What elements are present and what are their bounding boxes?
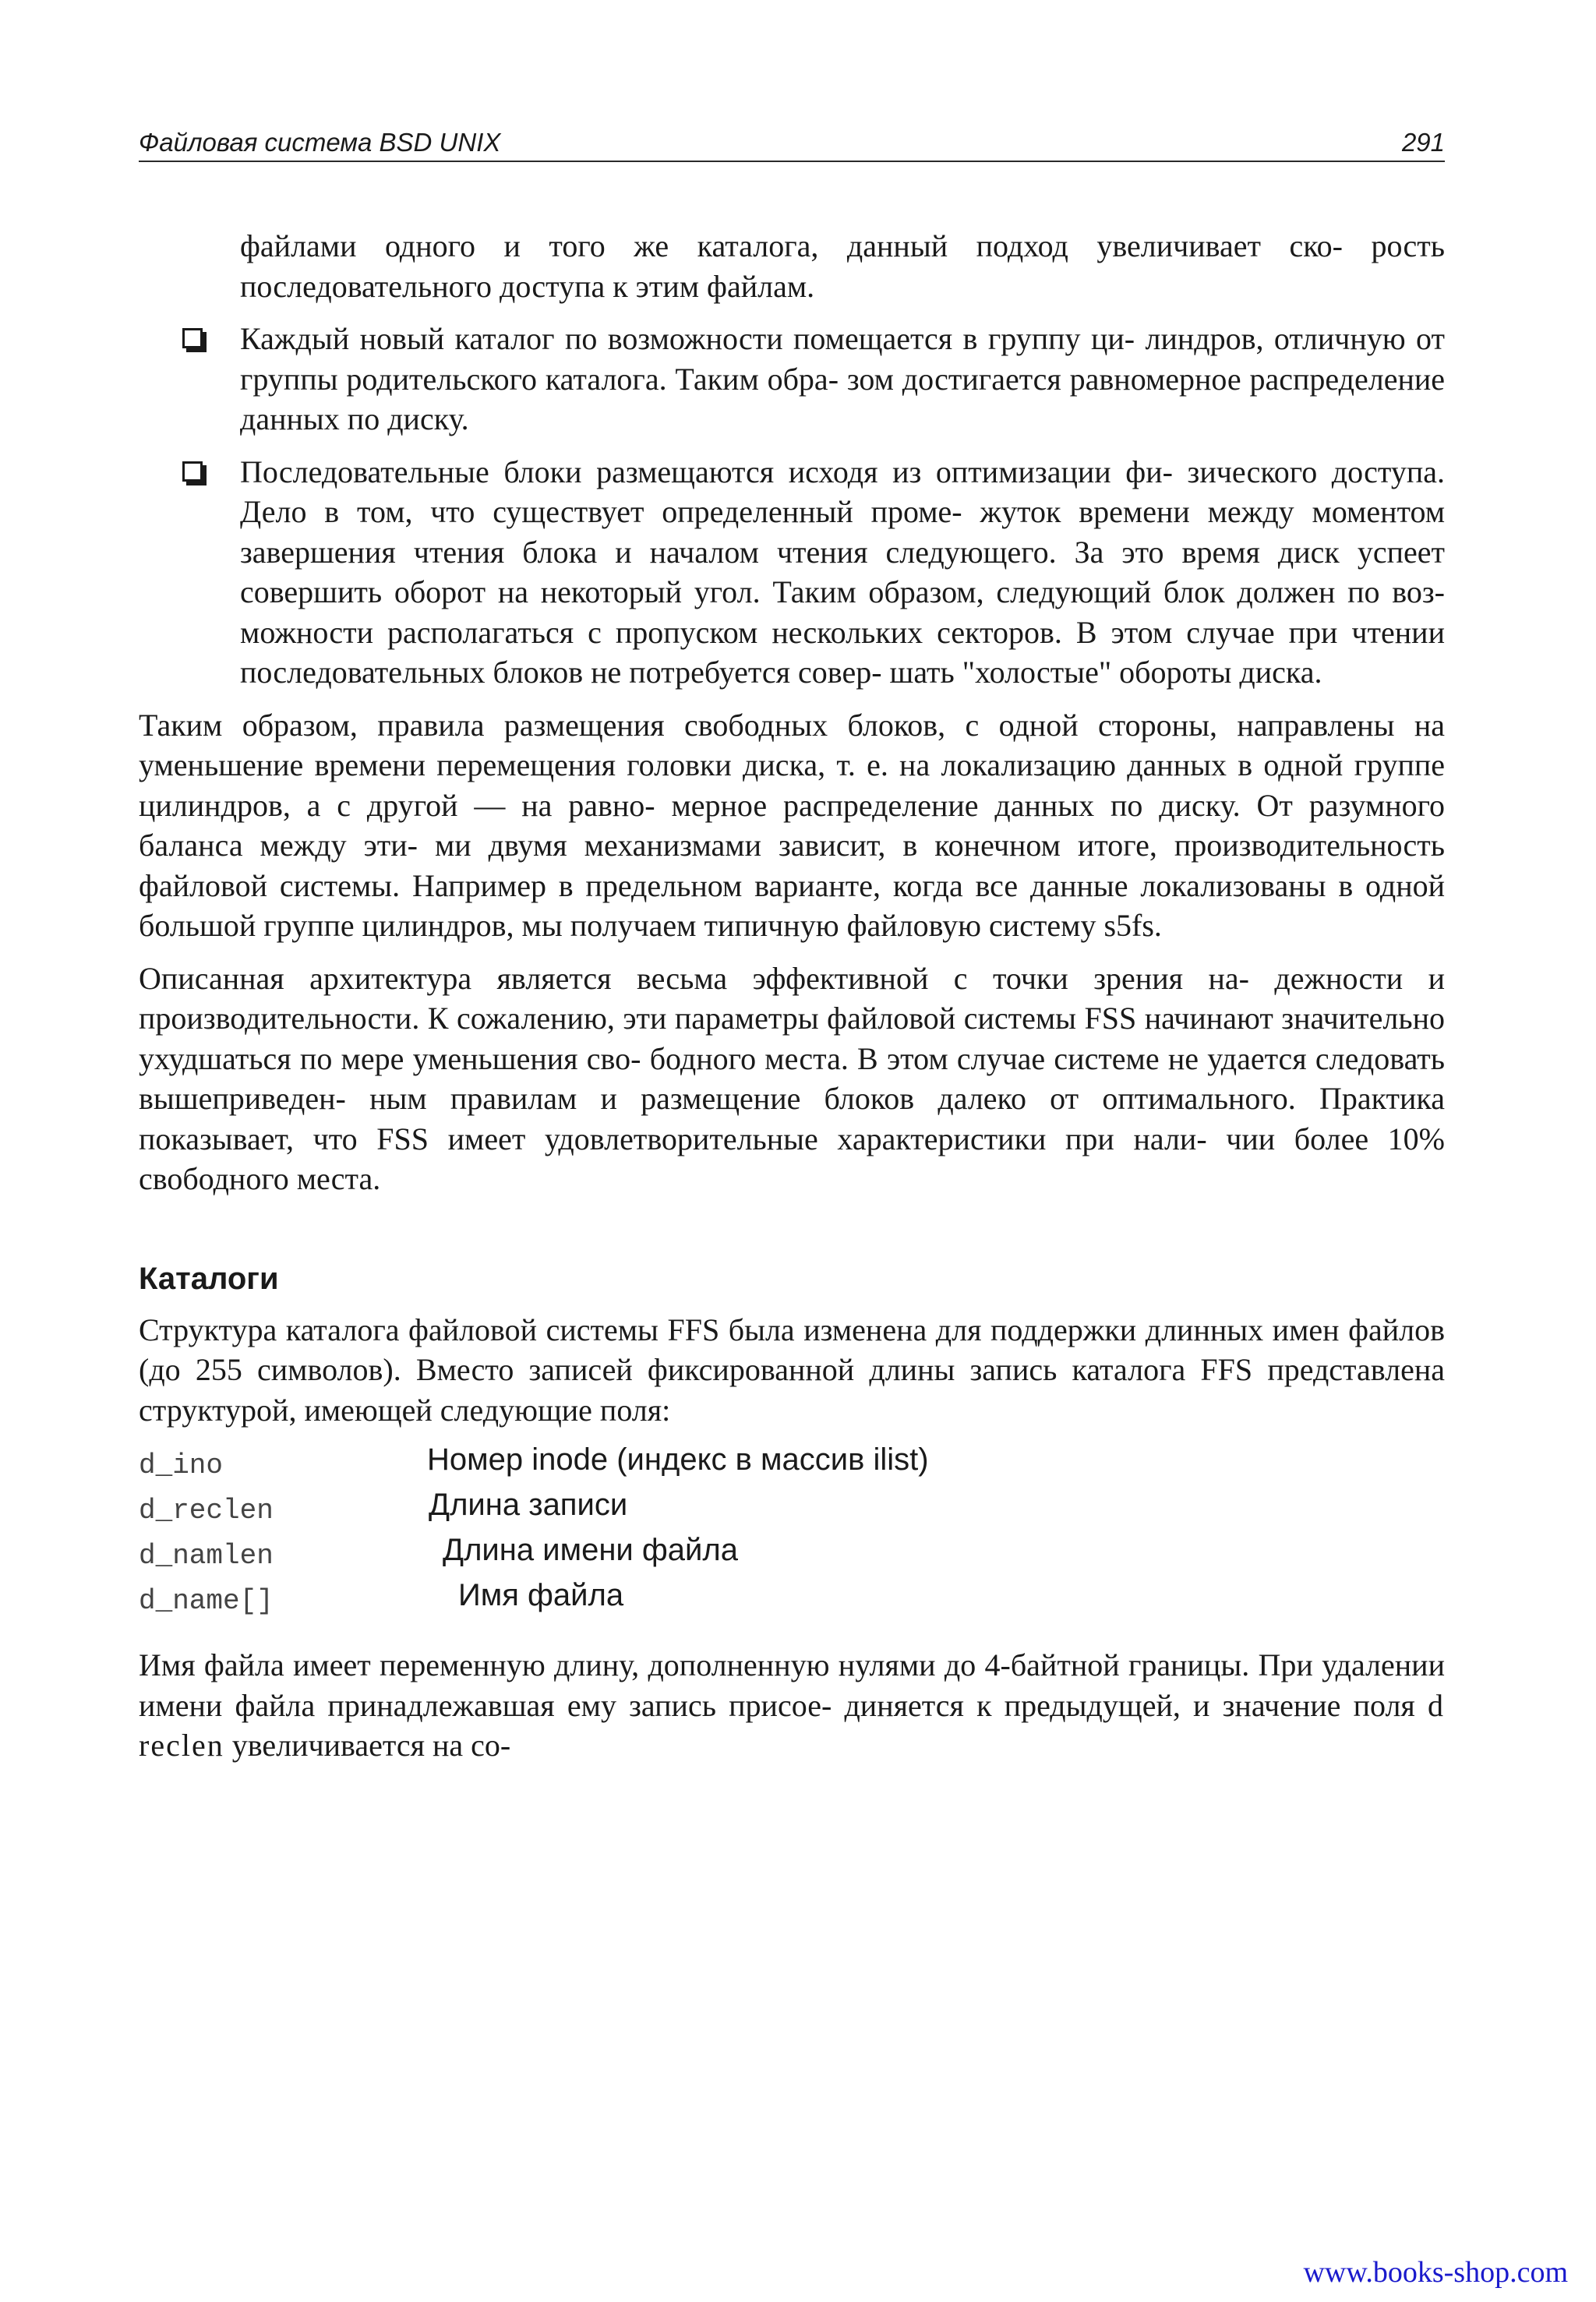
- footer-link[interactable]: www.books-shop.com: [1303, 2256, 1568, 2289]
- text-line: системы FSS начинают значительно ухудшаться по мере уменьшения сво-: [139, 1001, 1446, 1076]
- text-line: чии более 10% свободного места.: [139, 1121, 1445, 1196]
- text-line: зического доступа. Дело в том, что существует определенный проме-: [240, 454, 1446, 529]
- text-line: мерное распределение данных по диску. От разумного баланса между эти-: [139, 787, 1446, 863]
- page-number: 291: [1401, 128, 1445, 157]
- running-header-title: Файловая система BSD UNIX: [139, 128, 501, 157]
- text-line: направлены на уменьшение времени перемещения головки диска, т. е. на: [139, 707, 1445, 782]
- inline-code: d reclen: [139, 1687, 1446, 1763]
- section-heading: Каталоги: [139, 1261, 279, 1296]
- bullet-item-sequential-blocks: [139, 452, 1445, 693]
- field-name: d_ino: [139, 1449, 224, 1481]
- checkbox-bullet-icon: [182, 328, 203, 348]
- text-line: границы. При удалении имени файла принадлежавшая ему запись присое-: [139, 1647, 1445, 1723]
- text-line: линдров, отличную от группы родительского каталога. Таким обра-: [240, 321, 1446, 397]
- text-line: шать "холостые" обороты диска.: [889, 655, 1322, 690]
- field-row: [139, 1573, 1445, 1619]
- text-line: дежности и производительности. К сожалению, эти параметры файловой: [139, 960, 1445, 1036]
- text-line: некоторый угол. Таким образом, следующий блок должен по воз-: [540, 574, 1445, 609]
- text-line: Структура каталога файловой системы FFS была изменена для поддержки: [139, 1312, 1137, 1347]
- text-line: Таким образом, правила размещения свободных блоков, с одной стороны,: [139, 707, 1217, 743]
- bullet-item-new-directory: [139, 319, 1445, 440]
- text-line: диняется к предыдущей, и значение поля: [844, 1687, 1415, 1723]
- text-line: длинных имен файлов (до 255 символов). Вместо записей фиксированной: [139, 1312, 1446, 1387]
- text-line: ми двумя механизмами зависит, в конечном итоге, производительность: [434, 828, 1445, 863]
- field-row: [139, 1438, 1445, 1483]
- text-line: Каждый новый каталог по возможности помещается в группу ци-: [240, 321, 1135, 356]
- bullet-continuation: [139, 226, 1445, 306]
- text-line: файловой системы. Например в предельном варианте, когда все данные: [139, 867, 1128, 903]
- text-line: зом достигается равномерное распределение данных по диску.: [240, 361, 1446, 436]
- text-line: файловую систему s5fs.: [846, 908, 1162, 943]
- text-line: длины запись каталога FFS представлена структурой, имеющей следующие: [139, 1352, 1446, 1428]
- field-name: d_name[]: [139, 1585, 274, 1617]
- paragraph-block-allocation: [139, 705, 1445, 946]
- text-line: чтения следующего. За это время диск успеет совершить оборот на: [240, 534, 1446, 609]
- field-row: [139, 1528, 1445, 1573]
- field-row: [139, 1483, 1445, 1528]
- text-line: поля:: [599, 1392, 671, 1428]
- text-line: Описанная архитектура является весьма эффективной с точки зрения на-: [139, 960, 1249, 996]
- text-line: Последовательные блоки размещаются исходя из оптимизации фи-: [240, 454, 1173, 489]
- text-line: можности располагаться с пропуском нескольких секторов. В этом: [240, 614, 1173, 650]
- running-header: [139, 125, 1445, 162]
- text-line: рость последовательного доступа к этим файлам.: [240, 228, 1445, 304]
- paragraph-directory-structure: [139, 1310, 1445, 1431]
- text-line: файлами одного и того же каталога, данный подход увеличивает ско-: [240, 228, 1344, 263]
- field-name: d_namlen: [139, 1540, 274, 1572]
- paragraph-architecture: [139, 959, 1445, 1199]
- field-name: d_reclen: [139, 1495, 274, 1527]
- text-line: показывает, что FSS имеет удовлетворительные характеристики при нали-: [139, 1121, 1207, 1156]
- text-line: случае при чтении последовательных блоков не потребуется совер-: [240, 614, 1445, 690]
- field-description: Длина записи: [429, 1488, 628, 1522]
- paragraph-filename: [139, 1645, 1445, 1766]
- text-line: локализацию данных в одной группе цилиндров, а с другой — на равно-: [139, 747, 1446, 823]
- text-line: бодного места. В этом случае системе не удается следовать вышеприведен-: [139, 1040, 1446, 1116]
- page-body: [139, 226, 1445, 1766]
- text-line: локализованы в одной большой группе цилиндров, мы получаем типичную: [139, 867, 1446, 943]
- field-description: Номер inode (индекс в массив ilist): [427, 1442, 929, 1477]
- text-line: увеличивается на со-: [231, 1728, 511, 1763]
- checkbox-bullet-icon: [182, 461, 203, 482]
- field-description: Длина имени файла: [443, 1533, 738, 1567]
- field-list: [139, 1438, 1445, 1619]
- text-line: жуток времени между моментом завершения чтения блока и началом: [240, 494, 1446, 570]
- text-line: ным правилам и размещение блоков далеко от оптимального. Практика: [369, 1081, 1446, 1116]
- field-description: Имя файла: [458, 1578, 624, 1612]
- text-line: Имя файла имеет переменную длину, дополненную нулями до 4-байтной: [139, 1647, 1120, 1682]
